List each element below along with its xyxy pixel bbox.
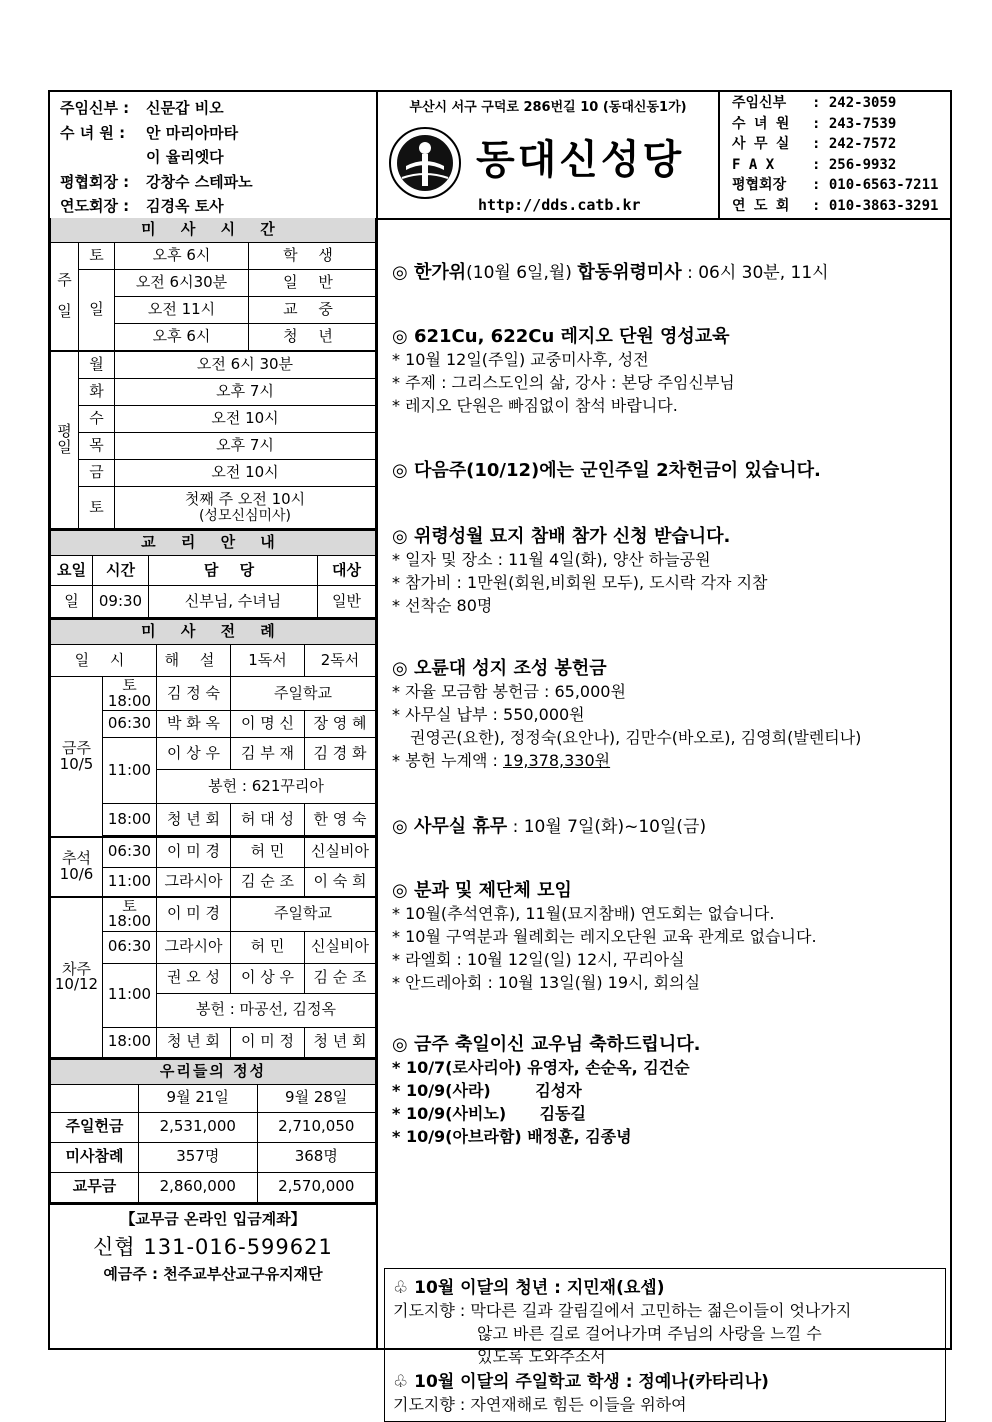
- week-label: 추석 10/6: [51, 837, 103, 897]
- notice-cemetery: ◎ 위령성월 묘지 참배 참가 신청 받습니다. * 일자 및 장소 : 11월 4일(화), 양산 하늘공원 * 참가비 : 1만원(회원,비회원 모두), 도시락 각자 지참 * 선착순 80명: [392, 526, 768, 615]
- col-header: 시간: [93, 556, 149, 586]
- cell: 김 부 재: [231, 738, 305, 770]
- cell: 357명: [139, 1142, 258, 1172]
- staff-row: 수 녀 원 : 안 마리아마타: [60, 123, 239, 142]
- cell: 368명: [257, 1142, 376, 1172]
- col-header: 2독서: [305, 645, 376, 677]
- notice-legio: ◎ 621Cu, 622Cu 레지오 단원 영성교육 * 10월 12일(주일) 교중미사후, 성전 * 주제 : 그리스도인의 삶, 강사 : 본당 주임신부님 * 레지오 단원은 빠짐없이 참석 바랍니다.: [392, 326, 735, 415]
- notice-military-sunday: ◎ 다음주(10/12)에는 군인주일 2차헌금이 있습니다.: [392, 460, 821, 481]
- cell: 신부님, 수녀님: [149, 586, 318, 618]
- time-cell: 11:00: [103, 963, 157, 1027]
- contact-row: F A X : 256-9932: [732, 156, 897, 173]
- cell: 주일학교: [231, 897, 376, 931]
- cell: 김 경 화: [305, 738, 376, 770]
- staff-list: [50, 92, 378, 218]
- cell: 신실비아: [305, 931, 376, 963]
- cell: 청 년 회: [157, 1027, 231, 1057]
- cell: 한 영 숙: [305, 804, 376, 836]
- cell: 2,531,000: [139, 1112, 258, 1142]
- col-header: 9월 21일: [139, 1084, 258, 1112]
- notice-chuseok: ◎ 한가위(10월 6일,월) 합동위령미사 : 06시 30분, 11시: [392, 262, 829, 283]
- notices-column: [378, 218, 952, 1414]
- cell: 일: [51, 586, 93, 618]
- header: [50, 92, 950, 220]
- time-cell: 오전 6시30분: [115, 270, 249, 297]
- row-label: 미사참례: [51, 1142, 139, 1172]
- day-cell: 월: [79, 351, 115, 379]
- cell: 2,710,050: [257, 1112, 376, 1142]
- empty-cell: [51, 1084, 139, 1112]
- group-cell: 교 중: [249, 297, 376, 324]
- time-cell: 오후 6시: [115, 243, 249, 270]
- group-cell: 일 반: [249, 270, 376, 297]
- cell: 2,860,000: [139, 1172, 258, 1202]
- offering-cell: 봉헌 : 마공선, 김정옥: [157, 993, 376, 1027]
- cell: 2,570,000: [257, 1172, 376, 1202]
- cell: 장 영 혜: [305, 711, 376, 738]
- col-header: 일 시: [51, 645, 157, 677]
- time-cell: 오전 10시: [115, 460, 376, 487]
- contact-row: 사 무 실 : 242-7572: [732, 136, 897, 153]
- sunday-label: 주 일: [51, 243, 79, 352]
- week-label: 차주 10/12: [51, 897, 103, 1057]
- student-of-month: ♧ 10월 이달의 주일학교 학생 : 정예나(카타리나): [393, 1372, 769, 1392]
- cell: 허 민: [231, 837, 305, 867]
- church-name: 동대신성당: [476, 137, 685, 183]
- catechism-title: 교 리 안 내: [51, 530, 376, 556]
- contact-row: 주임신부 : 242-3059: [732, 95, 897, 111]
- time-cell: 06:30: [103, 837, 157, 867]
- notice-feast-days: ◎ 금주 축일이신 교우님 축하드립니다. * 10/7(로사리아) 유영자, 손순옥, 김건순 * 10/9(사라) 김성자 * 10/9(사비노) 김동길 * 10/9(아브라함) 배정훈, 김종녕: [392, 1034, 701, 1146]
- time-cell: 첫째 주 오전 10시 (성모신심미사): [115, 487, 376, 529]
- col-header: 요일: [51, 556, 93, 586]
- bank-owner: 예금주 : 천주교부산교구유지재단: [103, 1264, 323, 1283]
- church-url[interactable]: http://dds.catb.kr: [478, 196, 641, 214]
- weekday-label: 평 일: [51, 351, 79, 529]
- notice-shrine-offering: ◎ 오륜대 성지 조성 봉헌금 * 자율 모금함 봉헌금 : 65,000원 * 사무실 납부 : 550,000원 권영곤(요한), 정정숙(요안나), 김만수(바오로), 김영희(발렌티나) * 봉헌 누계액 : 19,378,330원: [392, 658, 862, 770]
- cell: 박 화 옥: [157, 711, 231, 738]
- col-header: 1독서: [231, 645, 305, 677]
- staff-row: 평협회장 : 강창수 스테파노: [60, 172, 253, 191]
- liturgy-title: 미 사 전 례: [51, 619, 376, 645]
- cell: 허 대 성: [231, 804, 305, 836]
- time-cell: 18:00: [103, 1027, 157, 1057]
- bank-number: 신협 131-016-599621: [93, 1234, 333, 1259]
- cell: 이 미 경: [157, 837, 231, 867]
- church-banner: [378, 92, 720, 218]
- cell: 김 순 조: [305, 963, 376, 993]
- mass-times-title: 미 사 시 간: [51, 218, 376, 243]
- notice-office-closed: ◎ 사무실 휴무 : 10월 7일(화)~10일(금): [392, 816, 707, 837]
- cell: 이 상 우: [231, 963, 305, 993]
- time-cell: 오전 6시 30분: [115, 351, 376, 379]
- time-cell: 토 18:00: [103, 897, 157, 931]
- time-cell: 토 18:00: [103, 677, 157, 711]
- day-cell: 금: [79, 460, 115, 487]
- col-header: 해 설: [157, 645, 231, 677]
- bulletin-page: [48, 90, 952, 1414]
- col-header: 담 당: [149, 556, 318, 586]
- bank-account: [50, 1203, 376, 1284]
- cell: 김 순 조: [231, 867, 305, 897]
- contact-list: [722, 92, 952, 218]
- staff-row: 이 율리엣다: [146, 148, 224, 167]
- staff-row: 연도회장 : 김경옥 토사: [60, 197, 224, 216]
- time-cell: 06:30: [103, 711, 157, 738]
- time-cell: 오전 11시: [115, 297, 249, 324]
- cell: 이 미 정: [231, 1027, 305, 1057]
- cell: 09:30: [93, 586, 149, 618]
- cell: 권 오 성: [157, 963, 231, 993]
- group-cell: 청 년: [249, 324, 376, 352]
- left-column: [50, 218, 378, 1350]
- cell: 허 민: [231, 931, 305, 963]
- row-label: 주일헌금: [51, 1112, 139, 1142]
- day-cell: 수: [79, 406, 115, 433]
- time-cell: 11:00: [103, 867, 157, 897]
- bank-title: 【교무금 온라인 입금계좌】: [120, 1209, 306, 1228]
- cell: 이 미 경: [157, 897, 231, 931]
- cell: 그라시아: [157, 867, 231, 897]
- mass-times-table: [50, 218, 376, 529]
- day-cell: 토: [79, 487, 115, 529]
- youth-of-month: ♧ 10월 이달의 청년 : 지민재(요셉): [393, 1278, 665, 1298]
- cell: 그라시아: [157, 931, 231, 963]
- group-cell: 학 생: [249, 243, 376, 270]
- cell: 이 상 우: [157, 738, 231, 770]
- staff-row: 주임신부 : 신문갑 비오: [60, 99, 224, 117]
- catechism-table: [50, 529, 376, 618]
- cell: 이 명 신: [231, 711, 305, 738]
- day-cell: 토: [79, 243, 115, 270]
- day-cell: 화: [79, 379, 115, 406]
- notice-meetings: ◎ 분과 및 제단체 모임 * 10월(추석연휴), 11월(묘지참배) 연도회는 없습니다. * 10월 구역분과 월례회는 레지오단원 교육 관계로 없습니다. * 라엘회 : 10월 12일(일) 12시, 꾸리아실 * 안드레아회 : 10월 13일(월) 19시, 회의실: [392, 880, 817, 992]
- cell: 이 숙 희: [305, 867, 376, 897]
- time-cell: 06:30: [103, 931, 157, 963]
- liturgy-table: [50, 618, 376, 1058]
- day-cell: 목: [79, 433, 115, 460]
- time-cell: 18:00: [103, 804, 157, 836]
- contact-row: 수 녀 원 : 243-7539: [732, 115, 897, 132]
- week-label: 금주 10/5: [51, 677, 103, 838]
- row-label: 교무금: [51, 1172, 139, 1202]
- time-cell: 오후 7시: [115, 433, 376, 460]
- offerings-title: 우리들의 정성: [51, 1059, 376, 1085]
- monthly-prayer-box: ♧ 10월 이달의 청년 : 지민재(요셉) 기도지향 : 막다른 길과 갈림길에서 고민하는 젊은이들이 엇나가지 않고 바른 길로 걸어나가며 주님의 사랑을 느낄 수 있도록 도와주소서 ♧ 10월 이달의 주일학교 학생 : 정예나(카타리나) 기도지향 : 자연재해로 힘든 이들을 위하여: [384, 1268, 946, 1422]
- cell: 일반: [317, 586, 375, 618]
- cell: 신실비아: [305, 837, 376, 867]
- offering-cell: 봉헌 : 621꾸리아: [157, 770, 376, 804]
- cell: 청 년 회: [305, 1027, 376, 1057]
- day-cell: 일: [79, 270, 115, 352]
- church-logo-icon: [388, 126, 462, 200]
- time-cell: 오후 6시: [115, 324, 249, 352]
- col-header: 9월 28일: [257, 1084, 376, 1112]
- offerings-table: [50, 1058, 376, 1203]
- church-address: 부산시 서구 구덕로 286번길 10 (동대신동1가): [409, 100, 687, 115]
- time-cell: 오전 10시: [115, 406, 376, 433]
- contact-row: 평협회장 : 010-6563-7211: [732, 177, 939, 194]
- cell: 청 년 회: [157, 804, 231, 836]
- contact-row: 연 도 회 : 010-3863-3291: [732, 197, 939, 214]
- time-cell: 11:00: [103, 738, 157, 804]
- time-cell: 오후 7시: [115, 379, 376, 406]
- cell: 주일학교: [231, 677, 376, 711]
- col-header: 대상: [317, 556, 375, 586]
- cell: 김 정 숙: [157, 677, 231, 711]
